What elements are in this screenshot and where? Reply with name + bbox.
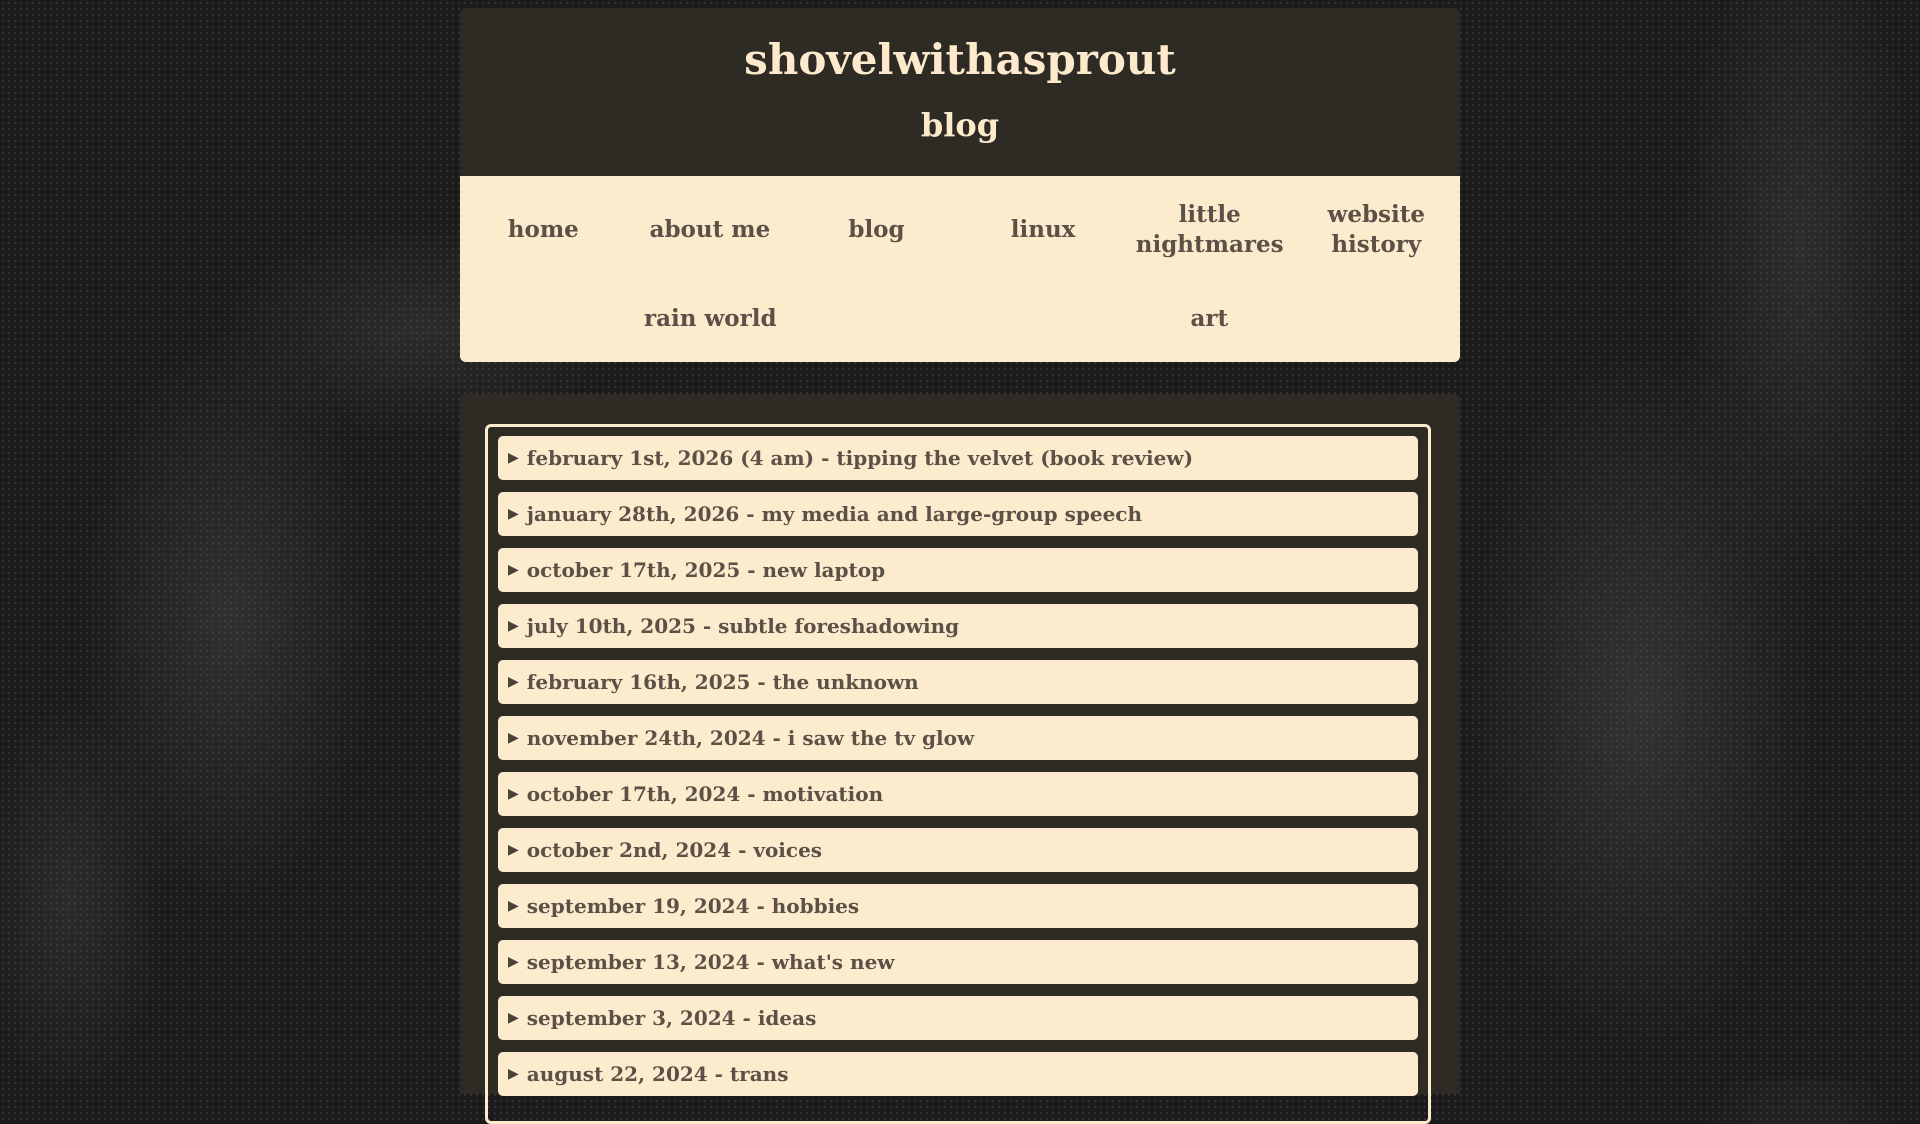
blog-entry[interactable] bbox=[498, 716, 1418, 760]
blog-entry-title: october 17th, 2025 - new laptop bbox=[526, 558, 886, 582]
blog-entry-title: october 2nd, 2024 - voices bbox=[526, 838, 823, 862]
caret-right-icon: ▶ bbox=[508, 618, 519, 634]
blog-entry-title: september 3, 2024 - ideas bbox=[526, 1006, 817, 1030]
blog-entry-title: february 16th, 2025 - the unknown bbox=[526, 670, 919, 694]
blog-entry[interactable] bbox=[498, 772, 1418, 816]
caret-right-icon: ▶ bbox=[508, 898, 519, 914]
blog-entry[interactable] bbox=[498, 604, 1418, 648]
blog-entry-title: january 28th, 2026 - my media and large-group speech bbox=[526, 502, 1143, 526]
nav-link-website-history[interactable]: website history bbox=[1327, 201, 1425, 258]
blog-entry-title: november 24th, 2024 - i saw the tv glow bbox=[526, 726, 975, 750]
site-title: shovelwithasprout bbox=[744, 35, 1176, 84]
blog-entry-title: february 1st, 2026 (4 am) - tipping the velvet (book review) bbox=[526, 446, 1194, 470]
main-nav bbox=[460, 176, 1460, 362]
caret-right-icon: ▶ bbox=[508, 842, 519, 858]
caret-right-icon: ▶ bbox=[508, 786, 519, 802]
nav-link-rain-world[interactable]: rain world bbox=[644, 304, 777, 332]
blog-entry[interactable] bbox=[498, 828, 1418, 872]
blog-entry-title: july 10th, 2025 - subtle foreshadowing bbox=[526, 614, 960, 638]
caret-right-icon: ▶ bbox=[508, 1010, 519, 1026]
nav-link-home[interactable]: home bbox=[507, 216, 579, 243]
blog-entry[interactable] bbox=[498, 1052, 1418, 1096]
blog-entry-title: august 22, 2024 - trans bbox=[526, 1062, 789, 1086]
blog-entry[interactable] bbox=[498, 940, 1418, 984]
caret-right-icon: ▶ bbox=[508, 730, 519, 746]
caret-right-icon: ▶ bbox=[508, 562, 519, 578]
page-container bbox=[460, 8, 1460, 362]
caret-right-icon: ▶ bbox=[508, 674, 519, 690]
caret-right-icon: ▶ bbox=[508, 954, 519, 970]
page-heading: blog bbox=[920, 106, 1000, 144]
nav-row-2 bbox=[460, 298, 1460, 338]
blog-entry-title: september 13, 2024 - what's new bbox=[526, 950, 895, 974]
blog-entry[interactable] bbox=[498, 884, 1418, 928]
nav-link-art[interactable]: art bbox=[1190, 304, 1229, 332]
nav-link-blog[interactable]: blog bbox=[848, 216, 905, 243]
blog-entries-list bbox=[485, 424, 1431, 1124]
site-header bbox=[460, 8, 1460, 176]
blog-entry[interactable] bbox=[498, 996, 1418, 1040]
nav-link-about-me[interactable]: about me bbox=[649, 216, 771, 243]
blog-entry[interactable] bbox=[498, 660, 1418, 704]
blog-entry[interactable] bbox=[498, 492, 1418, 536]
blog-entry[interactable] bbox=[498, 548, 1418, 592]
blog-entry-title: october 17th, 2024 - motivation bbox=[526, 782, 884, 806]
caret-right-icon: ▶ bbox=[508, 506, 519, 522]
caret-right-icon: ▶ bbox=[508, 1066, 519, 1082]
blog-entry-title: september 19, 2024 - hobbies bbox=[526, 894, 860, 918]
blog-content-panel bbox=[460, 394, 1460, 1094]
caret-right-icon: ▶ bbox=[508, 450, 519, 466]
blog-entry[interactable] bbox=[498, 436, 1418, 480]
nav-row-1 bbox=[460, 198, 1460, 262]
nav-link-linux[interactable]: linux bbox=[1010, 216, 1076, 243]
nav-link-little-nightmares[interactable]: little nightmares bbox=[1135, 201, 1284, 258]
